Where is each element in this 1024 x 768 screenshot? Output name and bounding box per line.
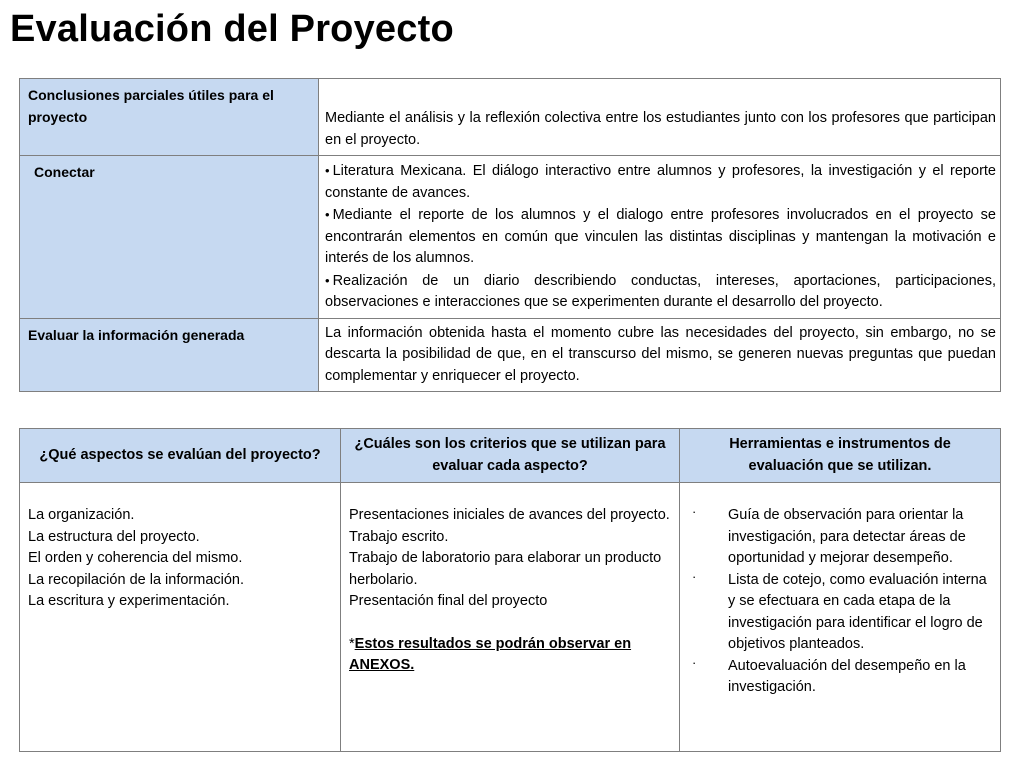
list-item bbox=[325, 270, 996, 314]
criteria-item: Trabajo escrito. bbox=[349, 528, 449, 545]
tool-text: Autoevaluación del desempeño en la investigación. bbox=[728, 657, 966, 695]
page-title: Evaluación del Proyecto bbox=[10, 8, 454, 50]
aspect-item: La organización. bbox=[28, 507, 135, 523]
row-content-evaluar: La información obtenida hasta el momento cubre las necesidades del proyecto, sin embargo, no se descarta la posibilidad de que, en el transcurso del mismo, se generen nuevas preguntas que puedan complementar y enriquecer el proyecto. bbox=[319, 318, 1001, 392]
annex-note bbox=[349, 634, 671, 677]
tools-list bbox=[688, 505, 992, 699]
table-row bbox=[20, 483, 1001, 752]
tool-text: Guía de observación para orientar la investigación, para detectar áreas de oportunidad y mejorar desempeño. bbox=[728, 507, 966, 566]
criteria-item: Presentaciones iniciales de avances del proyecto. bbox=[349, 507, 670, 523]
note-prefix: * bbox=[349, 635, 355, 652]
row-label-evaluar: Evaluar la información generada bbox=[20, 318, 319, 392]
header-aspects: ¿Qué aspectos se evalúan del proyecto? bbox=[20, 429, 341, 483]
aspects-cell bbox=[20, 483, 341, 752]
row-label-conectar: Conectar bbox=[20, 156, 319, 319]
table-row bbox=[20, 79, 1001, 156]
list-item bbox=[325, 204, 996, 270]
bullet-icon: · bbox=[692, 654, 697, 670]
row-content-conectar bbox=[319, 156, 1001, 319]
bullet-icon: · bbox=[692, 568, 697, 584]
aspect-item: La escritura y experimentación. bbox=[28, 593, 230, 609]
table-header-row bbox=[20, 429, 1001, 483]
bullet-icon: • bbox=[325, 272, 330, 288]
table-row bbox=[20, 156, 1001, 319]
header-criteria: ¿Cuáles son los criterios que se utilizan para evaluar cada aspecto? bbox=[341, 429, 680, 483]
list-item bbox=[688, 656, 992, 699]
aspect-item: El orden y coherencia del mismo. bbox=[28, 550, 243, 566]
aspect-item: La recopilación de la información. bbox=[28, 571, 245, 588]
bullet-icon: • bbox=[325, 207, 330, 222]
criteria-item: Presentación final del proyecto bbox=[349, 593, 548, 609]
tools-cell bbox=[680, 483, 1001, 752]
list-item bbox=[325, 160, 996, 204]
criteria-item: Trabajo de laboratorio para elaborar un producto herbolario. bbox=[349, 550, 662, 588]
criteria-cell bbox=[341, 483, 680, 752]
project-details-table bbox=[19, 78, 1001, 392]
table-row bbox=[20, 318, 1001, 392]
aspect-item: La estructura del proyecto. bbox=[28, 528, 200, 545]
evaluation-table bbox=[19, 428, 1001, 752]
list-item bbox=[688, 570, 992, 656]
note-text: Estos resultados se podrán observar en ANEXOS. bbox=[349, 635, 632, 673]
bullet-icon: • bbox=[325, 163, 330, 178]
bullet-text: Realización de un diario describiendo conductas, intereses, aportaciones, participaciones, observaciones e interacciones que se experimenten durante el desarrollo del proyecto. bbox=[325, 272, 996, 310]
bullet-text: Mediante el reporte de los alumnos y el dialogo entre profesores involucrados en el proyecto se encontrarán elementos en común que vinculen las distintas disciplinas y mantengan la motivación e interés de los alumnos. bbox=[325, 207, 996, 266]
bullet-icon: · bbox=[692, 504, 697, 519]
row-content-conclusiones: Mediante el análisis y la reflexión colectiva entre los estudiantes junto con los profesores que participan en el proyecto. bbox=[319, 79, 1001, 156]
row-label-conclusiones: Conclusiones parciales útiles para el proyecto bbox=[20, 79, 319, 156]
bullet-text: Literatura Mexicana. El diálogo interactivo entre alumnos y profesores, la investigación y el reporte constante de avances. bbox=[325, 163, 996, 201]
list-item bbox=[688, 505, 992, 570]
header-tools: Herramientas e instrumentos de evaluación que se utilizan. bbox=[680, 429, 1001, 483]
tool-text: Lista de cotejo, como evaluación interna y se efectuara en cada etapa de la investigación para identificar el logro de objetivos planteados. bbox=[728, 571, 987, 652]
